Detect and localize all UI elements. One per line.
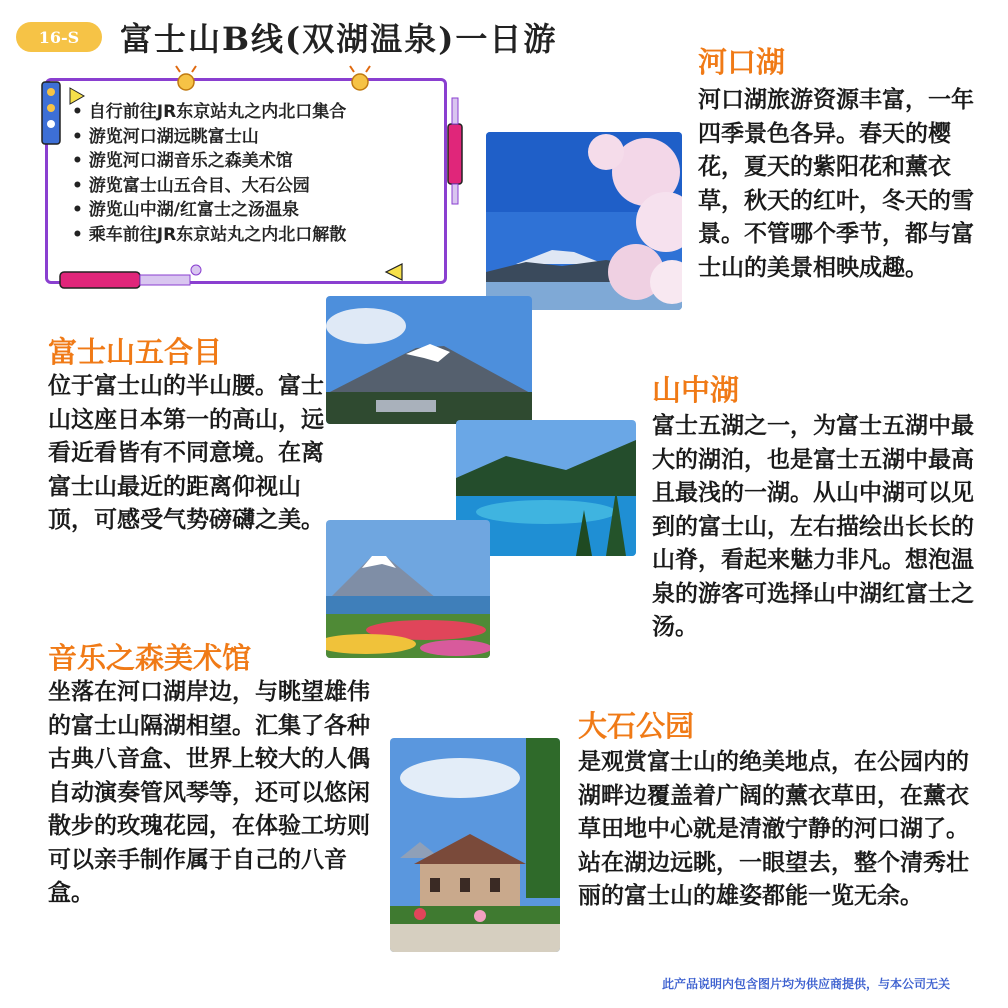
itinerary-list xyxy=(72,100,346,247)
music-forest-description: 坐落在河口湖岸边，与眺望雄伟的富士山隔湖相望。汇集了各种古典八音盒、世界上较大的人偶自动演奏管风琴等，还可以悠闲散步的玫瑰花园，在体验工坊则可以亲手制作属于自己的八音盒。 xyxy=(48,679,370,906)
oishi-park-description: 是观赏富士山的绝美地点，在公园内的湖畔边覆盖着广阔的薰衣草田，在薰衣草田地中心就是清澈宁静的河口湖了。站在湖边远眺，一眼望去，整个清秀壮丽的富士山的雄姿都能一览无余。 xyxy=(578,749,969,909)
yamanakako-description: 富士五湖之一，为富士五湖中最大的湖泊，也是富士五湖中最高且最浅的一湖。从山中湖可以见到的富士山，左右描绘出长长的山脊，看起来魅力非凡。想泡温泉的游客可选择山中湖红富士之汤。 xyxy=(652,413,974,640)
itinerary-item: • 游览富士山五合目、大石公园 xyxy=(72,174,346,199)
yamanakako-title: 山中湖 xyxy=(652,373,740,407)
itinerary-item: • 自行前往JR东京站丸之内北口集合 xyxy=(72,100,346,125)
itinerary-item: • 乘车前往JR东京站丸之内北口解散 xyxy=(72,223,346,248)
itinerary-item: • 游览河口湖远眺富士山 xyxy=(72,125,346,150)
music-forest-title: 音乐之森美术馆 xyxy=(48,641,252,675)
route-code-badge: 16-S xyxy=(16,22,102,52)
gogome-description: 位于富士山的半山腰。富士山这座日本第一的高山，远看近看皆有不同意境。在离富士山最近的距离仰视山顶，可感受气势磅礴之美。 xyxy=(48,373,324,533)
music-forest-museum-photo xyxy=(390,738,560,952)
fuji-flower-field-photo xyxy=(326,520,490,658)
disclaimer-note: 此产品说明内包含图片均为供应商提供，与本公司无关 xyxy=(661,977,950,991)
kawaguchiko-title: 河口湖 xyxy=(698,45,786,79)
oishi-park-title: 大石公园 xyxy=(578,709,695,743)
page-title: 富士山B线(双湖温泉)一日游 xyxy=(120,20,558,58)
gogome-title: 富士山五合目 xyxy=(48,335,223,369)
itinerary-item: • 游览河口湖音乐之森美术馆 xyxy=(72,149,346,174)
itinerary-item: • 游览山中湖/红富士之汤温泉 xyxy=(72,198,346,223)
kawaguchiko-cherry-blossom-photo xyxy=(486,132,682,310)
kawaguchiko-description: 河口湖旅游资源丰富，一年四季景色各异。春天的樱花，夏天的紫阳花和薰衣草，秋天的红叶，冬天的雪景。不管哪个季节，都与富士山的美景相映成趣。 xyxy=(698,87,974,281)
gogome-fuji-photo xyxy=(326,296,532,424)
